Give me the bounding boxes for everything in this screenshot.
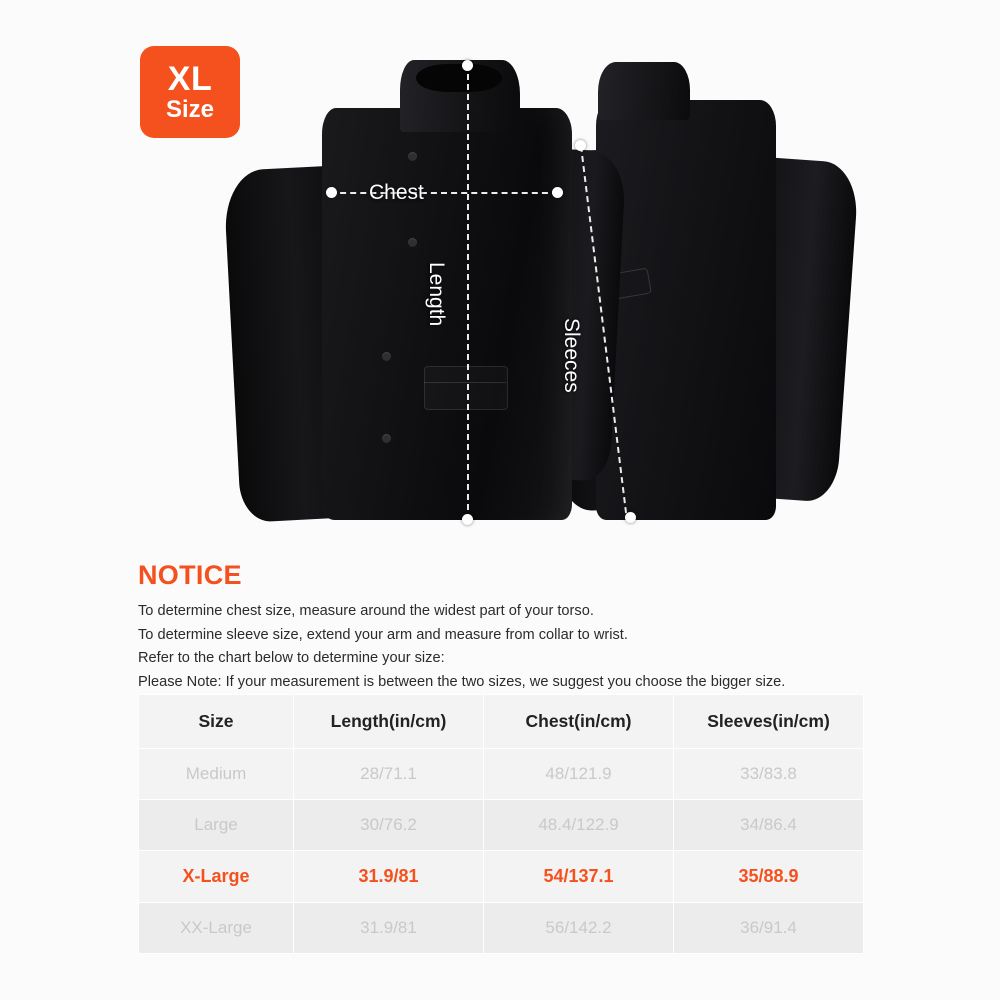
front-jacket-placket [0,0,2,396]
front-jacket-collar-inner [416,64,502,92]
chest-label: Chest [369,181,424,204]
snap-button-icon [382,352,391,361]
length-top-node [462,60,473,71]
back-jacket-body [596,100,776,520]
cell-length: 30/76.2 [294,800,484,851]
size-table-wrapper [138,694,863,954]
size-badge-code: XL [167,59,213,98]
cell-chest: 56/142.2 [484,903,674,954]
table-row [139,903,864,954]
column-header-chest: Chest(in/cm) [484,695,674,749]
back-jacket-collar [598,62,690,120]
column-header-sleeves: Sleeves(in/cm) [674,695,864,749]
snap-button-icon [382,434,391,443]
cell-length: 31.9/81 [294,903,484,954]
cell-length: 31.9/81 [294,851,484,903]
cell-length: 28/71.1 [294,749,484,800]
cell-sleeves: 34/86.4 [674,800,864,851]
cell-size: XX-Large [139,903,294,954]
notice-line: Please Note: If your measurement is between the two sizes, we suggest you choose the bigger size. [138,673,786,690]
size-table [138,694,864,954]
size-badge-word: Size [165,96,215,124]
chest-measure-line [330,192,558,194]
column-header-length: Length(in/cm) [294,695,484,749]
sleeves-top-node [575,140,586,151]
length-measure-line [467,64,469,520]
front-jacket-pocket-flap [424,366,506,383]
notice-line: Refer to the chart below to determine your size: [138,650,445,667]
cell-chest: 54/137.1 [484,851,674,903]
snap-button-icon [408,238,417,247]
table-row [139,749,864,800]
table-row-selected [139,851,864,903]
notice-section [138,560,878,695]
table-row [139,800,864,851]
cell-size: Large [139,800,294,851]
cell-chest: 48.4/122.9 [484,800,674,851]
length-label: Length [425,262,448,327]
notice-line: To determine sleeve size, extend your arm and measure from collar to wrist. [138,626,628,643]
cell-sleeves: 33/83.8 [674,749,864,800]
sleeves-bottom-node [625,512,636,523]
cell-chest: 48/121.9 [484,749,674,800]
chest-left-node [326,187,337,198]
column-header-size: Size [139,695,294,749]
notice-title: NOTICE [138,560,242,590]
cell-sleeves: 36/91.4 [674,903,864,954]
table-header-row [139,695,864,749]
cell-size: X-Large [139,851,294,903]
cell-size: Medium [139,749,294,800]
chest-right-node [552,187,563,198]
sleeves-label: Sleeces [560,318,583,393]
cell-sleeves: 35/88.9 [674,851,864,903]
snap-button-icon [408,152,417,161]
length-bottom-node [462,514,473,525]
notice-line: To determine chest size, measure around the widest part of your torso. [138,603,594,619]
